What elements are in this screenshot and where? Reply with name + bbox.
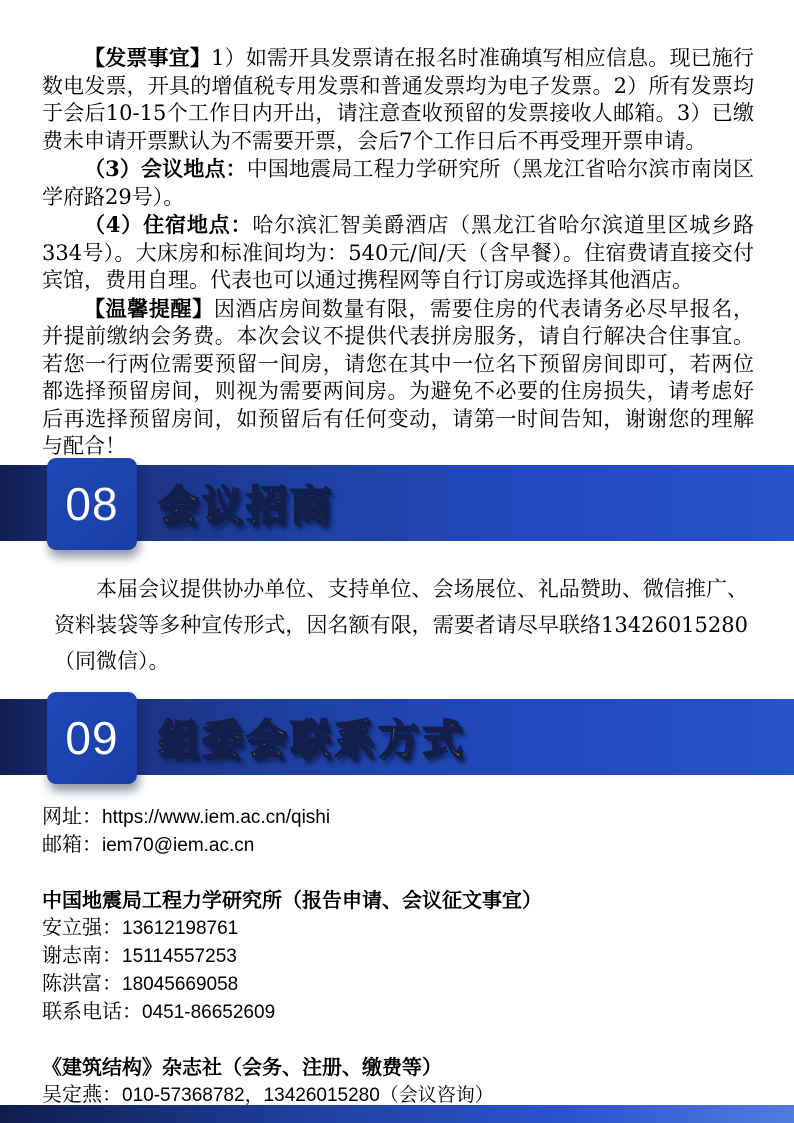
section-banner-09 bbox=[0, 699, 794, 775]
section-title-08: 会议招商 bbox=[158, 481, 334, 528]
contact-name: 吴定燕： bbox=[42, 1081, 122, 1106]
paragraph-text: 中国地震局工程力学研究所（黑龙江省哈尔滨市南岗区学府路29号）。 bbox=[42, 157, 754, 209]
paragraph-text: 哈尔滨汇智美爵酒店（黑龙江省哈尔滨道里区城乡路334号）。大床房和标准间均为：540元/间/天（含早餐）。住宿费请直接交付宾馆，费用自理。代表也可以通过携程网等自行订房或选择其他酒店。 bbox=[42, 213, 754, 292]
contacts-block bbox=[0, 775, 794, 1123]
email-line bbox=[42, 831, 754, 859]
paragraph-invoice-notes bbox=[42, 44, 754, 155]
contact-phone: 13612198761 bbox=[122, 917, 239, 939]
section-banner-08 bbox=[0, 465, 794, 541]
section-title-09: 组委会联系方式 bbox=[158, 715, 466, 762]
intro-text-block bbox=[0, 0, 794, 461]
paragraph-lead: （3）会议地点： bbox=[84, 156, 247, 181]
paragraph-warm-reminder bbox=[42, 295, 754, 461]
paragraph-text: 因酒店房间数量有限，需要住房的代表请务必尽早报名，并提前缴纳会务费。本次会议不提供代表拼房服务，请自行解决合住事宜。若您一行两位需要预留一间房，请您在其中一位名下预留房间即可，若两位都选择预留房间，则视为需要两间房。为避免不必要的住房损失，请考虑好后再选择预留房间，如预留后有任何变动，请第一时间告知，谢谢您的理解与配合！ bbox=[42, 296, 755, 458]
paragraph-meeting-venue bbox=[42, 155, 754, 211]
contact-name: 联系电话： bbox=[42, 998, 142, 1023]
paragraph-lead: 【温馨提醒】 bbox=[84, 295, 214, 321]
section-number: 08 bbox=[65, 477, 119, 530]
contact-phone: 15114557253 bbox=[122, 945, 237, 967]
bottom-decoration-bar bbox=[0, 1105, 794, 1123]
paragraph-lead: （4）住宿地点： bbox=[84, 212, 253, 237]
contact-line bbox=[42, 942, 754, 970]
sponsor-paragraph: 本届会议提供协办单位、支持单位、会场展位、礼品赞助、微信推广、资料装袋等多种宣传形式，因名额有限，需要者请尽早联络13426015280（同微信）。 bbox=[54, 576, 748, 673]
contact-name: 陈洪富： bbox=[42, 970, 122, 995]
paragraph-text: 1）如需开具发票请在报名时准确填写相应信息。现已施行数电发票，开具的增值税专用发票和普通发票均为电子发票。2）所有发票均于会后10-15个工作日内开出，请注意查收预留的发票接收人邮箱。3）已缴费未申请开票默认为不需要开票，会后7个工作日后不再受理开票申请。 bbox=[42, 46, 755, 153]
email-address: iem70@iem.ac.cn bbox=[102, 834, 255, 856]
contact-line bbox=[42, 970, 754, 998]
section-number-badge-09 bbox=[47, 692, 137, 784]
contact-group-heading-iem: 中国地震局工程力学研究所（报告申请、会议征文事宜） bbox=[42, 887, 542, 912]
section-number-badge-08 bbox=[47, 458, 137, 550]
section-number: 09 bbox=[65, 711, 119, 764]
contact-line bbox=[42, 998, 754, 1026]
contact-name: 安立强： bbox=[42, 914, 122, 939]
website-label: 网址： bbox=[42, 803, 102, 828]
contact-name: 谢志南： bbox=[42, 942, 122, 967]
contact-phone: 010-57368782，13426015280（会议咨询） bbox=[122, 1084, 494, 1106]
contact-phone: 0451-86652609 bbox=[142, 1001, 276, 1023]
contact-group-heading-journal: 《建筑结构》杂志社（会务、注册、缴费等） bbox=[42, 1054, 442, 1079]
paragraph-lead: 【发票事宜】 bbox=[84, 45, 212, 70]
website-url: https://www.iem.ac.cn/qishi bbox=[102, 806, 331, 828]
website-line bbox=[42, 803, 754, 831]
paragraph-hotel-venue bbox=[42, 211, 754, 295]
email-label: 邮箱： bbox=[42, 831, 102, 856]
contact-line bbox=[42, 914, 754, 942]
contact-phone: 18045669058 bbox=[122, 973, 239, 995]
